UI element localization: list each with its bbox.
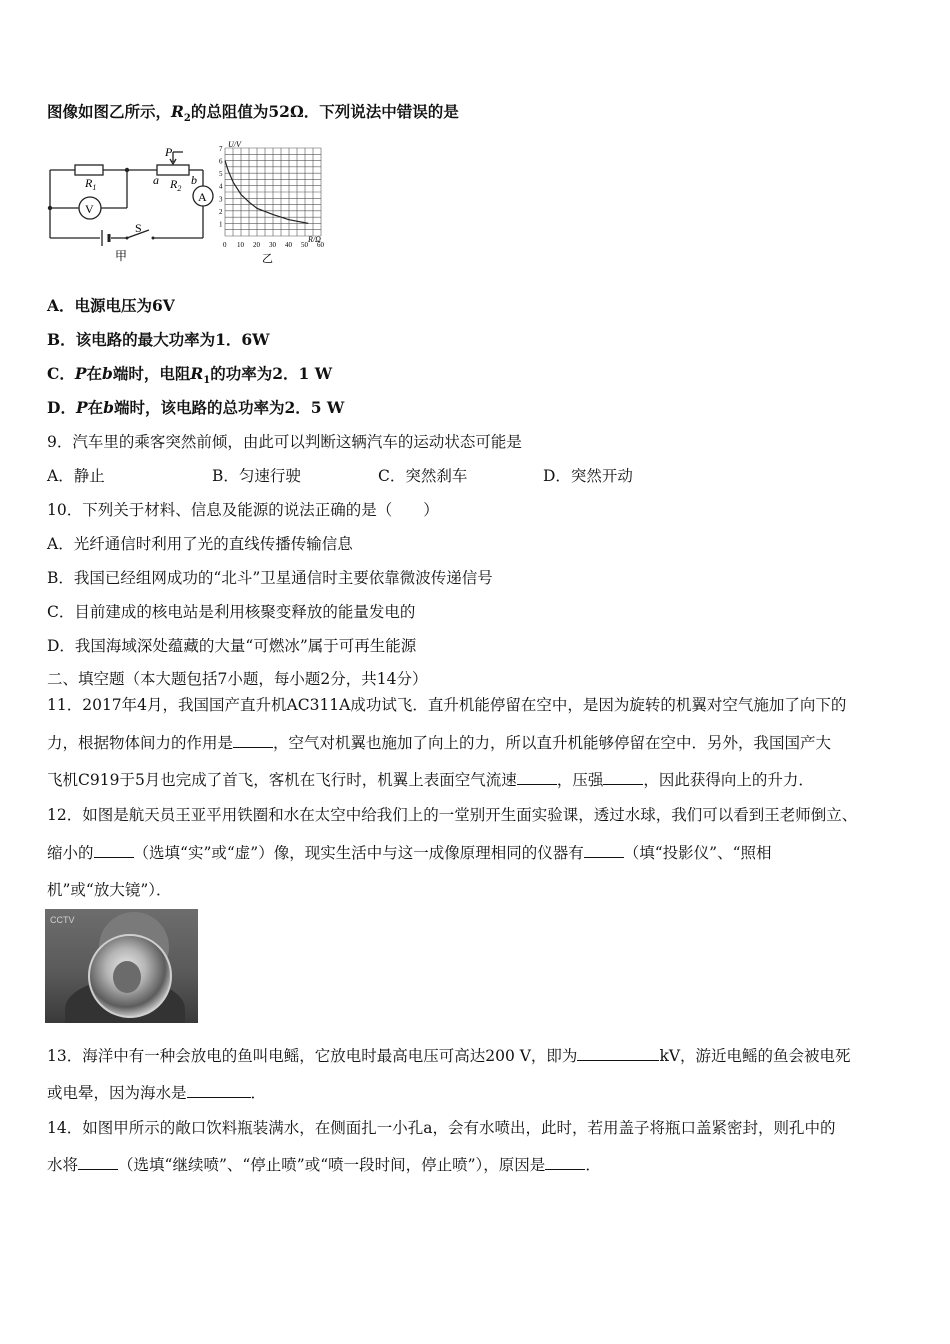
- q10-option-d: D．我国海域深处蕴藏的大量“可燃冰”属于可再生能源: [47, 637, 417, 655]
- y-tick-label: 6: [219, 157, 223, 166]
- voltmeter-label: V: [85, 202, 94, 216]
- q8-option-a: A．电源电压为6V: [47, 296, 175, 315]
- section-heading: 二、填空题（本大题包括7小题，每小题2分，共14分）: [47, 670, 428, 688]
- y-tick-label: 7: [219, 145, 223, 153]
- y-tick-label: 5: [219, 170, 223, 179]
- q12-line-2: 缩小的 （选填“实”或“虚”）像，现实生活中与这一成像原理相同的仪器有 （填“投影仪”、“照相: [47, 844, 772, 862]
- q11-blank-2[interactable]: [517, 770, 557, 785]
- tv-logo: CCTV: [50, 915, 75, 925]
- q10-stem: 10．下列关于材料、信息及能源的说法正确的是（ ）: [47, 501, 439, 519]
- y-tick-label: 4: [219, 182, 223, 191]
- label-r2: $R_2$: [170, 177, 182, 193]
- q8-option-b: B．该电路的最大功率为1．6W: [47, 330, 270, 349]
- label-b: b: [191, 173, 197, 187]
- q14-line-2: 水将 （选填“继续喷”、“停止喷”或“喷一段时间，停止喷”），原因是 ．: [47, 1156, 601, 1174]
- circuit-diagram-jia: [45, 140, 225, 265]
- q14-blank-2[interactable]: [545, 1155, 585, 1170]
- q8-option-d: D．P在b端时，该电路的总功率为2．5 W: [47, 398, 345, 417]
- y-axis-label: U/V: [228, 140, 241, 149]
- q9-option-b: B．匀速行驶: [212, 467, 301, 485]
- q9-option-a: A．静止: [47, 467, 105, 485]
- figure-caption-jia: 甲: [115, 249, 128, 263]
- q11-line-3: 飞机C919于5月也完成了首飞，客机在飞行时，机翼上表面空气流速 ，压强 ，因此获得向上的升力．: [47, 771, 814, 789]
- q10-option-a: A．光纤通信时利用了光的直线传播传输信息: [47, 535, 353, 553]
- q10-option-b: B．我国已经组网成功的“北斗”卫星通信时主要依靠微波传递信号: [47, 569, 493, 587]
- q13-blank-2[interactable]: [187, 1083, 251, 1098]
- q12-blank-1[interactable]: [94, 843, 134, 858]
- q8-option-c: C．P在b端时，电阻$R_1$的功率为2．1 W: [47, 364, 333, 387]
- q11-line-1: 11．2017年4月，我国国产直升机AC311A成功试飞．直升机能停留在空中，是因为旋转的机翼对空气施加了向下的: [47, 696, 847, 714]
- label-a: a: [153, 173, 159, 187]
- ammeter-label: A: [198, 190, 207, 204]
- q12-line-3: 机”或“放大镜”）．: [47, 881, 172, 899]
- q9-option-d: D．突然开动: [543, 467, 633, 485]
- y-tick-label: 1: [219, 220, 223, 229]
- q13-line-1: 13．海洋中有一种会放电的鱼叫电鳐，它放电时最高电压可高达200 V，即为 kV，游近电鳐的鱼会被电死: [47, 1047, 851, 1065]
- q14-blank-1[interactable]: [78, 1155, 118, 1170]
- q12-line-1: 12．如图是航天员王亚平用铁圈和水在太空中给我们上的一堂别开生面实验课，透过水球，我们可以看到王老师倒立、: [47, 806, 858, 824]
- x-tick-label: 10: [237, 241, 244, 249]
- q8-intro: 图像如图乙所示，$R_2$的总阻值为52Ω．下列说法中错误的是: [47, 102, 459, 125]
- q11-blank-3[interactable]: [603, 770, 643, 785]
- graph-yi: [212, 138, 337, 268]
- q14-line-1: 14．如图甲所示的敞口饮料瓶装满水，在侧面扎一小孔a，会有水喷出，此时，若用盖子将瓶口盖紧密封，则孔中的: [47, 1119, 836, 1137]
- switch-label: S: [135, 221, 142, 235]
- q11-blank-1[interactable]: [233, 733, 273, 748]
- q13-line-2: 或电晕，因为海水是 ．: [47, 1084, 267, 1102]
- x-tick-label: 40: [285, 241, 292, 249]
- x-tick-label: 0: [223, 241, 227, 249]
- x-tick-label: 50: [301, 241, 308, 249]
- x-axis-label: R/Ω: [308, 235, 321, 244]
- y-tick-label: 3: [219, 195, 223, 204]
- label-r1: $R_1$: [85, 176, 97, 192]
- q10-option-c: C．目前建成的核电站是利用核聚变释放的能量发电的: [47, 603, 416, 621]
- x-tick-label: 20: [253, 241, 260, 249]
- q12-blank-2[interactable]: [584, 843, 624, 858]
- label-p: P: [165, 145, 173, 159]
- q11-line-2: 力，根据物体间力的作用是 ，空气对机翼也施加了向上的力，所以直升机能够停留在空中．另外，我国国产大: [47, 734, 832, 752]
- q13-blank-1[interactable]: [577, 1046, 659, 1061]
- water-ball-photo: [45, 909, 198, 1023]
- x-tick-label: 30: [269, 241, 276, 249]
- y-tick-label: 2: [219, 207, 223, 216]
- figure-caption-yi: 乙: [262, 253, 273, 265]
- q9-option-c: C．突然刹车: [378, 467, 468, 485]
- q9-stem: 9．汽车里的乘客突然前倾，由此可以判断这辆汽车的运动状态可能是: [47, 433, 522, 451]
- x-tick-label: 60: [317, 241, 324, 249]
